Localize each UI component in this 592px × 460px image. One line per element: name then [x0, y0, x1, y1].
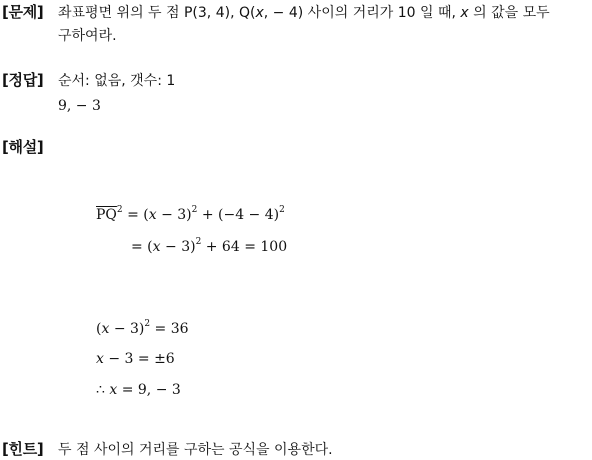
answer-label: [정답] [2, 71, 44, 89]
solution-label: [해설] [2, 138, 44, 156]
var-x: x [255, 5, 264, 21]
eq-part: = ( [122, 207, 149, 223]
eq-part: = ( [131, 239, 153, 255]
var-x: x [148, 207, 157, 223]
problem-label: [문제] [2, 3, 44, 21]
var-x: x [460, 5, 469, 21]
var-x: x [109, 382, 118, 398]
answer-values: 9, − 3 [58, 98, 101, 114]
problem-text-part: 좌표평면 위의 두 점 P(3, 4), Q( [58, 5, 256, 21]
var-x: x [152, 239, 161, 255]
eq-part: + 64 = 100 [201, 239, 288, 255]
exponent: 2 [279, 205, 285, 215]
exponent: 2 [195, 237, 202, 247]
eq-part: + (−4 − 4) [197, 207, 280, 223]
exponent: 2 [144, 319, 151, 329]
eq-part: − 3) [156, 207, 192, 223]
exponent: 2 [191, 205, 198, 215]
equation-simplified [131, 237, 287, 257]
problem-text-part: , − 4 [263, 5, 298, 21]
problem-text-part: 의 값을 모두 [468, 5, 550, 21]
segment-pq: $\overline{PQ}$ [96, 207, 117, 223]
eq-part: = 9, − 3 [117, 382, 181, 398]
problem-text-line1 [58, 3, 550, 23]
equation-distance-squared [96, 205, 285, 225]
hint-label: [힌트] [2, 440, 44, 458]
eq-part: − 3) [109, 321, 145, 337]
answer-order-count: 순서: 없음, 갯수: 1 [58, 73, 176, 89]
eq-part: − 3) [160, 239, 196, 255]
eq-part: ( [96, 321, 102, 337]
equation-square [96, 319, 189, 339]
var-x: x [96, 351, 104, 367]
problem-text-line2: 구하여라. [58, 28, 117, 44]
exponent: 2 [116, 205, 123, 215]
equation-result [96, 380, 181, 400]
hint-text: 두 점 사이의 거리를 구하는 공식을 이용한다. [58, 442, 333, 458]
var-x: x [101, 321, 110, 337]
eq-part: − 3 = ±6 [103, 351, 175, 367]
therefore-symbol: ∴ [96, 382, 110, 398]
equation-root [96, 349, 175, 369]
eq-part: = 36 [150, 321, 189, 337]
problem-text-part: ) 사이의 거리가 10 일 때, [297, 5, 461, 21]
